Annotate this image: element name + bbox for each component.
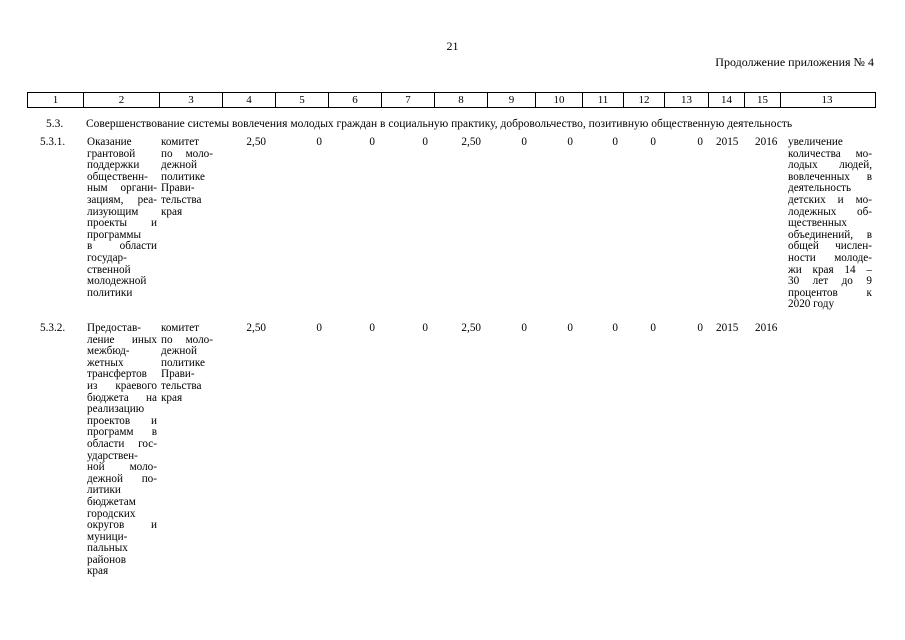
text-line: политике (161, 170, 206, 183)
text-line: муници- (87, 530, 128, 543)
start-year: 2015 (716, 136, 739, 148)
executor (161, 323, 213, 404)
text-line: Оказание (87, 136, 132, 148)
value-col12: 0 (650, 322, 656, 334)
text-line: общей числен- (788, 240, 872, 253)
text-line: объединений, в (788, 228, 872, 241)
value-col8: 2,50 (461, 322, 481, 334)
column-header-row (27, 92, 876, 108)
text-line: реализацию (87, 403, 145, 416)
text-line: края (161, 391, 183, 404)
text-line: увеличение (788, 136, 843, 148)
text-line: процентов к (788, 286, 872, 299)
text-line: Прави- (161, 368, 195, 381)
value-col8: 2,50 (461, 136, 481, 148)
value-col11: 0 (612, 136, 618, 148)
text-line: проектов и (87, 414, 157, 427)
text-line: Прави- (161, 182, 195, 195)
value-col13: 0 (697, 136, 703, 148)
text-line: количества мо- (788, 147, 872, 160)
text-line: бюджетам (87, 495, 136, 508)
text-line: городских (87, 507, 136, 520)
row-number: 5.3.1. (40, 136, 66, 148)
column-header-5: 5 (276, 93, 329, 107)
value-col11: 0 (612, 322, 618, 334)
text-line: ности молоде- (788, 251, 872, 264)
text-line: деятельность (788, 182, 852, 195)
text-line: Предостав- (87, 322, 142, 334)
value-col9: 0 (521, 136, 527, 148)
text-line: межбюд- (87, 345, 130, 358)
measure-name (87, 323, 157, 578)
end-year: 2016 (755, 136, 778, 148)
text-line: тельства (161, 379, 202, 392)
text-line: области гос- (87, 437, 157, 450)
text-line: поддержки (87, 159, 140, 172)
text-line: комитет (161, 136, 200, 148)
value-col5: 0 (316, 322, 322, 334)
text-line: лодых людей, (788, 159, 872, 172)
text-line: по моло- (161, 333, 213, 346)
text-line: трансфертов (87, 368, 147, 381)
page-number: 21 (446, 39, 459, 53)
value-col13: 0 (697, 322, 703, 334)
text-line: зациям, реа- (87, 193, 157, 206)
text-line: из краевого (87, 379, 157, 392)
text-line: ударствен- (87, 449, 138, 462)
column-header-6: 6 (329, 93, 382, 107)
value-col10: 0 (567, 136, 573, 148)
measure-name (87, 137, 157, 299)
value-col12: 0 (650, 136, 656, 148)
text-line: проекты и (87, 217, 157, 230)
text-line: лодежных об- (788, 205, 872, 218)
column-header-11: 11 (583, 93, 624, 107)
text-line: государ- (87, 251, 127, 264)
row-number: 5.3.2. (40, 322, 66, 334)
text-line: ственной (87, 263, 131, 276)
column-header-12: 12 (624, 93, 665, 107)
executor (161, 137, 213, 218)
value-col5: 0 (316, 136, 322, 148)
value-col4: 2,50 (246, 136, 266, 148)
text-line: дежной по- (87, 472, 157, 485)
text-line: комитет (161, 322, 200, 334)
text-line: пальных (87, 542, 128, 555)
text-line: в области (87, 240, 157, 253)
text-line: округов и (87, 519, 157, 532)
end-year: 2016 (755, 322, 778, 334)
column-header-1: 1 (28, 93, 84, 107)
text-line: политике (161, 356, 206, 369)
value-col9: 0 (521, 322, 527, 334)
value-col6: 0 (369, 322, 375, 334)
text-line: ным органи- (87, 182, 157, 195)
text-line: 2020 году (788, 298, 835, 311)
text-line: тельства (161, 193, 202, 206)
value-col4: 2,50 (246, 322, 266, 334)
text-line: дежной (161, 159, 197, 172)
column-header-8: 8 (435, 93, 488, 107)
text-line: жи края 14 – (788, 263, 872, 276)
text-line: по моло- (161, 147, 213, 160)
text-line: районов (87, 553, 127, 566)
text-line: программ в (87, 426, 157, 439)
column-header-16: 13 (821, 94, 833, 106)
text-line: политики (87, 286, 133, 299)
column-header-13: 13 (665, 93, 709, 107)
text-line: вовлеченных в (788, 170, 872, 183)
column-header-15: 15 (745, 93, 781, 107)
text-line: программы (87, 228, 141, 241)
column-header-7: 7 (382, 93, 435, 107)
text-line: литики (87, 484, 121, 497)
text-line: ление иных (87, 333, 157, 346)
appendix-continuation: Продолжение приложения № 4 (715, 55, 874, 69)
text-line: 30 лет до 9 (788, 275, 872, 288)
text-line: ной моло- (87, 461, 157, 474)
column-header-3: 3 (160, 93, 223, 107)
text-line: лизующим (87, 205, 139, 218)
column-header-9: 9 (488, 93, 536, 107)
value-col7: 0 (422, 136, 428, 148)
text-line: общественн- (87, 170, 148, 183)
section-title: Совершенствование системы вовлечения молодых граждан в социальную практику, добровольчество, позитивную общественную деятельность (86, 118, 793, 130)
value-col10: 0 (567, 322, 573, 334)
column-header-10: 10 (536, 93, 583, 107)
value-col6: 0 (369, 136, 375, 148)
text-line: молодежной (87, 275, 147, 288)
value-col7: 0 (422, 322, 428, 334)
expected-result (788, 137, 872, 311)
column-header-14: 14 (709, 93, 745, 107)
column-header-4: 4 (223, 93, 276, 107)
section-number: 5.3. (46, 118, 64, 130)
text-line: детских и мо- (788, 193, 872, 206)
text-line: щественных (788, 217, 847, 230)
text-line: жетных (87, 356, 124, 369)
text-line: дежной (161, 345, 197, 358)
text-line: края (161, 205, 183, 218)
text-line: края (87, 565, 109, 578)
column-header-2: 2 (84, 93, 160, 107)
text-line: грантовой (87, 147, 136, 160)
start-year: 2015 (716, 322, 739, 334)
text-line: бюджета на (87, 391, 157, 404)
